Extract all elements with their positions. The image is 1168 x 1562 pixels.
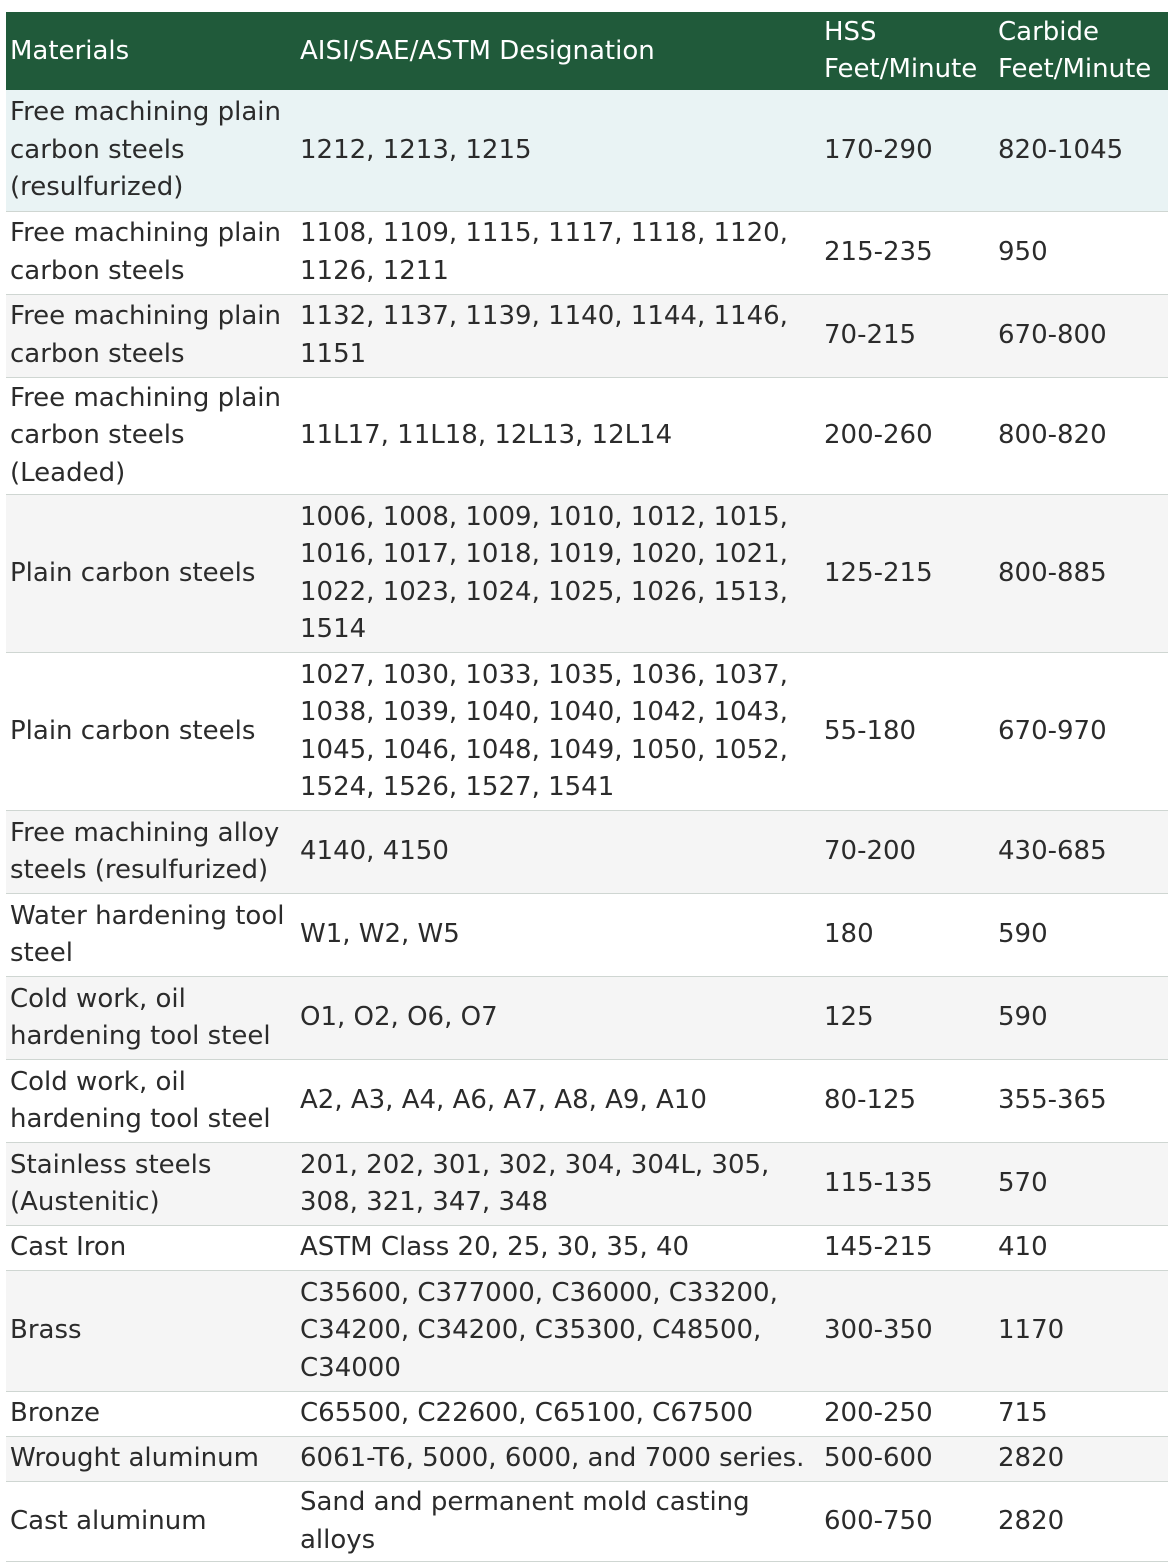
table-body <box>6 90 1168 1562</box>
table-row <box>6 1060 1168 1143</box>
cell-designation: 201, 202, 301, 302, 304, 304L, 305, 308, 321, 347, 348 <box>296 1143 820 1226</box>
cell-carbide: 2820 <box>994 1482 1168 1562</box>
header-row <box>6 12 1168 90</box>
cell-designation: 6061-T6, 5000, 6000, and 7000 series. <box>296 1437 820 1482</box>
table-row <box>6 294 1168 377</box>
cell-hss: 80-125 <box>820 1060 994 1143</box>
cell-carbide: 950 <box>994 211 1168 294</box>
cell-carbide: 1170 <box>994 1271 1168 1392</box>
table-row <box>6 90 1168 211</box>
cell-hss: 600-750 <box>820 1482 994 1562</box>
cell-designation: 1212, 1213, 1215 <box>296 90 820 211</box>
header-carbide-line1: Carbide <box>998 17 1100 47</box>
cell-material: Plain carbon steels <box>6 653 296 811</box>
header-hss <box>820 12 994 90</box>
cell-material: Cast aluminum <box>6 1482 296 1562</box>
cell-hss: 300-350 <box>820 1271 994 1392</box>
header-materials <box>6 12 296 90</box>
header-carbide <box>994 12 1168 90</box>
cell-carbide: 590 <box>994 894 1168 977</box>
cell-material: Free machining plain carbon steels (Leaded) <box>6 377 296 495</box>
cell-carbide: 715 <box>994 1392 1168 1437</box>
cell-designation: 1132, 1137, 1139, 1140, 1144, 1146, 1151 <box>296 294 820 377</box>
cell-material: Free machining alloy steels (resulfurized) <box>6 811 296 894</box>
header-hss-line2: Feet/Minute <box>824 54 978 84</box>
table-row <box>6 1482 1168 1562</box>
table-row <box>6 653 1168 811</box>
cell-hss: 200-250 <box>820 1392 994 1437</box>
table-row <box>6 1226 1168 1271</box>
table-row <box>6 1437 1168 1482</box>
header-designation <box>296 12 820 90</box>
cell-material: Wrought aluminum <box>6 1437 296 1482</box>
cell-designation: 4140, 4150 <box>296 811 820 894</box>
cell-carbide: 430-685 <box>994 811 1168 894</box>
cell-material: Cold work, oil hardening tool steel <box>6 977 296 1060</box>
cell-designation: Sand and permanent mold casting alloys <box>296 1482 820 1562</box>
table-row <box>6 1271 1168 1392</box>
table-row <box>6 1143 1168 1226</box>
cell-designation: O1, O2, O6, O7 <box>296 977 820 1060</box>
header-designation-label: AISI/SAE/ASTM Designation <box>300 35 655 66</box>
cell-designation: 1108, 1109, 1115, 1117, 1118, 1120, 1126, 1211 <box>296 211 820 294</box>
header-materials-label: Materials <box>10 35 130 66</box>
cell-hss: 70-200 <box>820 811 994 894</box>
cell-designation: W1, W2, W5 <box>296 894 820 977</box>
cell-material: Free machining plain carbon steels (resulfurized) <box>6 90 296 211</box>
cell-designation: A2, A3, A4, A6, A7, A8, A9, A10 <box>296 1060 820 1143</box>
cell-material: Free machining plain carbon steels <box>6 294 296 377</box>
speeds-table-container <box>6 12 1168 1562</box>
cell-designation: ASTM Class 20, 25, 30, 35, 40 <box>296 1226 820 1271</box>
cell-carbide: 820-1045 <box>994 90 1168 211</box>
table-row <box>6 495 1168 653</box>
table-row <box>6 894 1168 977</box>
cell-designation: 1006, 1008, 1009, 1010, 1012, 1015, 1016, 1017, 1018, 1019, 1020, 1021, 1022, 1023, 1024, 1025, 1026, 1513, 1514 <box>296 495 820 653</box>
cell-hss: 70-215 <box>820 294 994 377</box>
cell-hss: 200-260 <box>820 377 994 495</box>
cell-material: Stainless steels (Austenitic) <box>6 1143 296 1226</box>
cell-designation: 11L17, 11L18, 12L13, 12L14 <box>296 377 820 495</box>
cell-hss: 500-600 <box>820 1437 994 1482</box>
table-row <box>6 977 1168 1060</box>
cell-carbide: 410 <box>994 1226 1168 1271</box>
cell-material: Free machining plain carbon steels <box>6 211 296 294</box>
cell-material: Bronze <box>6 1392 296 1437</box>
cell-hss: 215-235 <box>820 211 994 294</box>
cell-hss: 55-180 <box>820 653 994 811</box>
cell-material: Cast Iron <box>6 1226 296 1271</box>
table-row <box>6 811 1168 894</box>
cutting-speed-table <box>6 12 1168 1562</box>
cell-hss: 170-290 <box>820 90 994 211</box>
cell-material: Brass <box>6 1271 296 1392</box>
cell-hss: 180 <box>820 894 994 977</box>
cell-hss: 145-215 <box>820 1226 994 1271</box>
table-row <box>6 377 1168 495</box>
cell-designation: C35600, C377000, C36000, C33200, C34200, C34200, C35300, C48500, C34000 <box>296 1271 820 1392</box>
cell-carbide: 570 <box>994 1143 1168 1226</box>
cell-hss: 125 <box>820 977 994 1060</box>
table-header <box>6 12 1168 90</box>
cell-hss: 115-135 <box>820 1143 994 1226</box>
header-carbide-line2: Feet/Minute <box>998 54 1152 84</box>
header-hss-line1: HSS <box>824 17 877 47</box>
cell-designation: 1027, 1030, 1033, 1035, 1036, 1037, 1038, 1039, 1040, 1040, 1042, 1043, 1045, 1046, 1048, 1049, 1050, 1052, 1524, 1526, 1527, 1541 <box>296 653 820 811</box>
cell-designation: C65500, C22600, C65100, C67500 <box>296 1392 820 1437</box>
cell-carbide: 2820 <box>994 1437 1168 1482</box>
cell-carbide: 800-820 <box>994 377 1168 495</box>
cell-carbide: 670-800 <box>994 294 1168 377</box>
cell-carbide: 590 <box>994 977 1168 1060</box>
cell-material: Water hardening tool steel <box>6 894 296 977</box>
table-row <box>6 1392 1168 1437</box>
cell-carbide: 800-885 <box>994 495 1168 653</box>
table-row <box>6 211 1168 294</box>
cell-material: Plain carbon steels <box>6 495 296 653</box>
cell-carbide: 355-365 <box>994 1060 1168 1143</box>
cell-material: Cold work, oil hardening tool steel <box>6 1060 296 1143</box>
cell-carbide: 670-970 <box>994 653 1168 811</box>
cell-hss: 125-215 <box>820 495 994 653</box>
